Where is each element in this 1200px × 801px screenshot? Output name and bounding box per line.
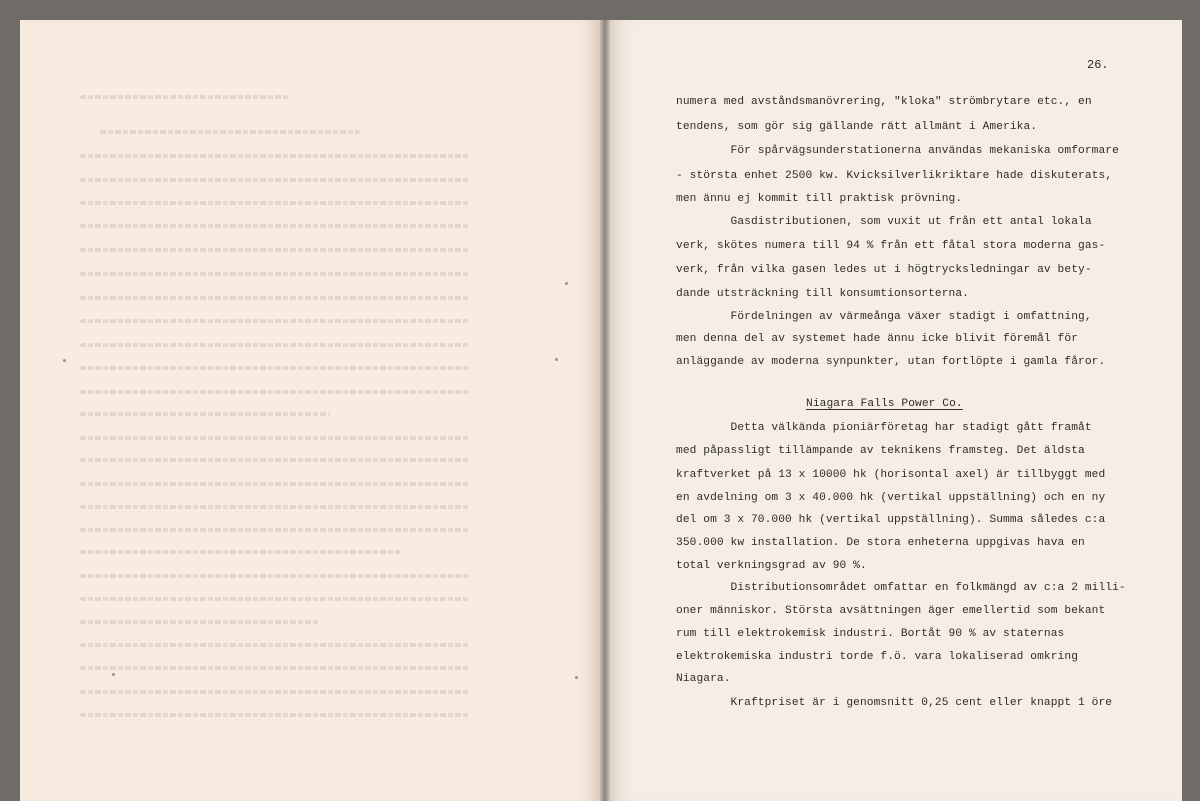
- text-line: Kraftpriset är i genomsnitt 0,25 cent eller knappt 1 öre: [676, 697, 1113, 709]
- text-line: dande utsträckning till konsumtionsorterna.: [676, 288, 969, 300]
- bleed-stroke: [80, 505, 470, 509]
- text-line: kraftverket på 13 x 10000 hk (horisontal axel) är tillbyggt med: [676, 469, 1106, 481]
- bleed-stroke: [80, 248, 470, 252]
- bleed-stroke: [80, 343, 470, 347]
- text-line: rum till elektrokemisk industri. Bortåt 90 % av staternas: [676, 628, 1065, 640]
- bleed-stroke: [80, 597, 470, 601]
- text-line: Distributionsområdet omfattar en folkmängd av c:a 2 milli-: [676, 582, 1126, 594]
- bleed-stroke: [80, 690, 470, 694]
- bleed-stroke: [80, 666, 470, 670]
- bleed-stroke: [80, 224, 470, 228]
- bleed-stroke: [80, 412, 330, 416]
- paper-speck: [575, 676, 578, 679]
- paper-speck: [112, 673, 115, 676]
- bleed-stroke: [80, 482, 470, 486]
- text-line: tendens, som gör sig gällande rätt allmänt i Amerika.: [676, 121, 1038, 133]
- text-line: men ännu ej kommit till praktisk prövning.: [676, 193, 963, 205]
- bleed-stroke: [80, 550, 400, 554]
- bleed-stroke: [80, 95, 290, 99]
- paper-speck: [555, 358, 558, 361]
- bleed-stroke: [80, 178, 470, 182]
- bleed-stroke: [80, 713, 470, 717]
- bleed-stroke: [80, 272, 470, 276]
- bleed-stroke: [80, 436, 470, 440]
- bleed-stroke: [80, 528, 470, 532]
- bleed-stroke: [80, 643, 470, 647]
- bleed-through-text: [20, 20, 600, 801]
- bleed-stroke: [80, 154, 470, 158]
- text-line: elektrokemiska industri torde f.ö. vara lokaliserad omkring: [676, 651, 1079, 663]
- text-line: med påpassligt tillämpande av teknikens framsteg. Det äldsta: [676, 445, 1085, 457]
- paper-speck: [565, 282, 568, 285]
- text-line: Gasdistributionen, som vuxit ut från ett antal lokala: [676, 216, 1092, 228]
- text-line: del om 3 x 70.000 hk (vertikal uppställning). Summa således c:a: [676, 514, 1106, 526]
- text-line: - största enhet 2500 kw. Kvicksilverlikriktare hade diskuterats,: [676, 170, 1113, 182]
- text-line: anläggande av moderna synpunkter, utan fortlöpte i gamla fåror.: [676, 356, 1106, 368]
- section-heading: Niagara Falls Power Co.: [806, 398, 963, 410]
- text-line: men denna del av systemet hade ännu icke blivit föremål för: [676, 333, 1079, 345]
- text-line: oner människor. Största avsättningen äger emellertid som bekant: [676, 605, 1106, 617]
- page-number: 26.: [1087, 58, 1109, 72]
- text-line: total verkningsgrad av 90 %.: [676, 560, 867, 572]
- text-line: en avdelning om 3 x 40.000 hk (vertikal uppställning) och en ny: [676, 492, 1106, 504]
- bleed-stroke: [80, 574, 470, 578]
- text-line: Niagara.: [676, 673, 731, 685]
- left-page: [20, 20, 600, 801]
- book-gutter: [600, 20, 610, 801]
- bleed-stroke: [80, 366, 470, 370]
- bleed-stroke: [80, 296, 470, 300]
- text-line: För spårvägsunderstationerna användas mekaniska omformare: [676, 145, 1119, 157]
- bleed-stroke: [80, 390, 470, 394]
- text-line: Fördelningen av värmeånga växer stadigt i omfattning,: [676, 311, 1092, 323]
- text-line: verk, skötes numera till 94 % från ett fåtal stora moderna gas-: [676, 240, 1106, 252]
- text-line: Detta välkända pioniärföretag har stadigt gått framåt: [676, 422, 1092, 434]
- text-line: 350.000 kw installation. De stora enheterna uppgivas hava en: [676, 537, 1085, 549]
- bleed-stroke: [80, 620, 320, 624]
- text-line: numera med avståndsmanövrering, "kloka" strömbrytare etc., en: [676, 96, 1092, 108]
- paper-speck: [63, 359, 66, 362]
- bleed-stroke: [80, 319, 470, 323]
- bleed-stroke: [100, 130, 360, 134]
- text-line: verk, från vilka gasen ledes ut i högtrycksledningar av bety-: [676, 264, 1092, 276]
- bleed-stroke: [80, 201, 470, 205]
- bleed-stroke: [80, 458, 470, 462]
